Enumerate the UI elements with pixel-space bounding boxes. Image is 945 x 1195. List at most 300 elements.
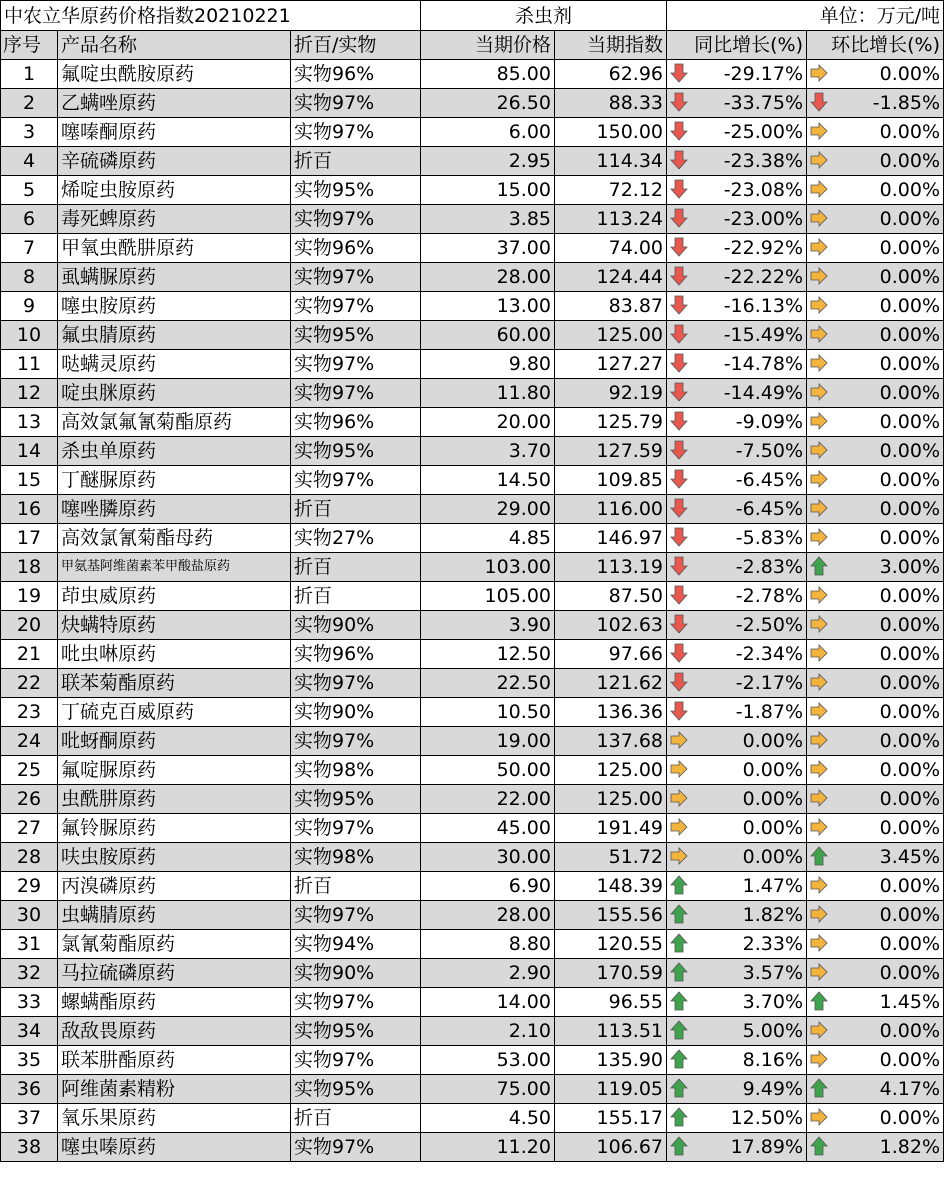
row-index: 36: [1, 1075, 58, 1104]
table-row: [1, 843, 944, 872]
arrow-down-icon: [670, 150, 690, 172]
product-spec: 实物90%: [291, 611, 421, 640]
yoy-change-value: -29.17%: [723, 63, 804, 85]
mom-change-cell: [807, 292, 944, 321]
yoy-change-value: -1.87%: [735, 701, 804, 723]
current-index: 150.00: [555, 118, 667, 147]
current-index: 125.00: [555, 756, 667, 785]
yoy-change-cell: [667, 582, 807, 611]
table-row: [1, 698, 944, 727]
current-price: 75.00: [421, 1075, 555, 1104]
arrow-right-icon: [810, 382, 830, 404]
product-name: 噻嗪酮原药: [58, 118, 291, 147]
yoy-change-cell: [667, 756, 807, 785]
mom-change-value: 0.00%: [879, 1020, 941, 1042]
product-name: 敌敌畏原药: [58, 1017, 291, 1046]
mom-change-cell: [807, 988, 944, 1017]
product-name: 马拉硫磷原药: [58, 959, 291, 988]
yoy-change-cell: [667, 611, 807, 640]
yoy-change-cell: [667, 872, 807, 901]
yoy-change-cell: [667, 379, 807, 408]
yoy-change-value: -33.75%: [723, 92, 804, 114]
row-index: 13: [1, 408, 58, 437]
current-index: 51.72: [555, 843, 667, 872]
arrow-down-icon: [670, 382, 690, 404]
yoy-change-value: 0.00%: [742, 730, 804, 752]
arrow-up-icon: [670, 1078, 690, 1100]
table-row: [1, 292, 944, 321]
current-price: 29.00: [421, 495, 555, 524]
table-row: [1, 669, 944, 698]
mom-change-cell: [807, 930, 944, 959]
current-index: 102.63: [555, 611, 667, 640]
current-index: 120.55: [555, 930, 667, 959]
yoy-change-cell: [667, 959, 807, 988]
mom-change-cell: [807, 234, 944, 263]
yoy-change-value: -2.17%: [735, 672, 804, 694]
table-row: [1, 988, 944, 1017]
arrow-up-icon: [810, 991, 830, 1013]
arrow-down-icon: [670, 353, 690, 375]
mom-change-value: 0.00%: [879, 817, 941, 839]
arrow-right-icon: [810, 150, 830, 172]
table-row: [1, 930, 944, 959]
yoy-change-value: -6.45%: [735, 498, 804, 520]
arrow-up-icon: [670, 991, 690, 1013]
row-index: 20: [1, 611, 58, 640]
yoy-change-value: 3.70%: [742, 991, 804, 1013]
product-name: 吡虫啉原药: [58, 640, 291, 669]
yoy-change-value: 3.57%: [742, 962, 804, 984]
product-name: 乙螨唑原药: [58, 89, 291, 118]
product-spec: 实物97%: [291, 727, 421, 756]
product-name: 氯氰菊酯原药: [58, 930, 291, 959]
row-index: 16: [1, 495, 58, 524]
arrow-right-icon: [810, 788, 830, 810]
row-index: 33: [1, 988, 58, 1017]
arrow-down-icon: [670, 179, 690, 201]
yoy-change-cell: [667, 785, 807, 814]
row-index: 3: [1, 118, 58, 147]
yoy-change-value: -9.09%: [735, 411, 804, 433]
yoy-change-cell: [667, 1104, 807, 1133]
product-name: 联苯菊酯原药: [58, 669, 291, 698]
product-name: 呋虫胺原药: [58, 843, 291, 872]
current-index: 136.36: [555, 698, 667, 727]
row-index: 10: [1, 321, 58, 350]
yoy-change-cell: [667, 669, 807, 698]
current-index: 74.00: [555, 234, 667, 263]
yoy-change-cell: [667, 350, 807, 379]
arrow-right-icon: [810, 63, 830, 85]
table-row: [1, 263, 944, 292]
arrow-down-icon: [670, 266, 690, 288]
yoy-change-cell: [667, 814, 807, 843]
mom-change-value: 0.00%: [879, 324, 941, 346]
mom-change-cell: [807, 263, 944, 292]
current-price: 11.80: [421, 379, 555, 408]
col-header-yoy: 同比增长(%): [667, 31, 807, 60]
row-index: 30: [1, 901, 58, 930]
current-price: 6.90: [421, 872, 555, 901]
mom-change-cell: [807, 1104, 944, 1133]
table-row: [1, 379, 944, 408]
row-index: 17: [1, 524, 58, 553]
product-name: 联苯肼酯原药: [58, 1046, 291, 1075]
arrow-down-icon: [670, 701, 690, 723]
mom-change-cell: [807, 901, 944, 930]
arrow-down-icon: [670, 469, 690, 491]
arrow-right-icon: [810, 411, 830, 433]
current-price: 15.00: [421, 176, 555, 205]
arrow-right-icon: [810, 1049, 830, 1071]
row-index: 15: [1, 466, 58, 495]
report-title: 中农立华原药价格指数20210221: [1, 1, 421, 31]
product-name: 杀虫单原药: [58, 437, 291, 466]
product-spec: 实物97%: [291, 901, 421, 930]
current-index: 88.33: [555, 89, 667, 118]
mom-change-cell: [807, 118, 944, 147]
yoy-change-cell: [667, 292, 807, 321]
product-name: 螺螨酯原药: [58, 988, 291, 1017]
yoy-change-cell: [667, 698, 807, 727]
table-row: [1, 147, 944, 176]
arrow-down-icon: [670, 527, 690, 549]
mom-change-value: -1.85%: [872, 92, 941, 114]
arrow-down-icon: [670, 498, 690, 520]
yoy-change-cell: [667, 147, 807, 176]
yoy-change-cell: [667, 89, 807, 118]
arrow-right-icon: [810, 614, 830, 636]
mom-change-value: 0.00%: [879, 469, 941, 491]
arrow-down-icon: [670, 672, 690, 694]
yoy-change-value: -15.49%: [723, 324, 804, 346]
product-spec: 实物95%: [291, 176, 421, 205]
arrow-up-icon: [670, 1136, 690, 1158]
yoy-change-value: 9.49%: [742, 1078, 804, 1100]
arrow-right-icon: [810, 962, 830, 984]
current-index: 155.56: [555, 901, 667, 930]
row-index: 29: [1, 872, 58, 901]
row-index: 14: [1, 437, 58, 466]
arrow-right-icon: [810, 672, 830, 694]
mom-change-cell: [807, 437, 944, 466]
mom-change-value: 0.00%: [879, 1049, 941, 1071]
product-spec: 实物96%: [291, 640, 421, 669]
product-name: 甲氨基阿维菌素苯甲酸盐原药: [58, 553, 291, 582]
mom-change-value: 0.00%: [879, 875, 941, 897]
table-row: [1, 176, 944, 205]
row-index: 5: [1, 176, 58, 205]
arrow-right-icon: [810, 933, 830, 955]
table-row: [1, 408, 944, 437]
mom-change-value: 0.00%: [879, 440, 941, 462]
yoy-change-value: -14.78%: [723, 353, 804, 375]
arrow-right-icon: [810, 295, 830, 317]
arrow-right-icon: [810, 121, 830, 143]
row-index: 18: [1, 553, 58, 582]
mom-change-cell: [807, 1017, 944, 1046]
yoy-change-value: -7.50%: [735, 440, 804, 462]
arrow-down-icon: [670, 411, 690, 433]
mom-change-cell: [807, 176, 944, 205]
product-name: 丁硫克百威原药: [58, 698, 291, 727]
arrow-up-icon: [810, 556, 830, 578]
current-price: 50.00: [421, 756, 555, 785]
product-spec: 实物97%: [291, 814, 421, 843]
mom-change-value: 0.00%: [879, 266, 941, 288]
arrow-up-icon: [670, 1107, 690, 1129]
current-index: 114.34: [555, 147, 667, 176]
current-index: 62.96: [555, 60, 667, 89]
table-row: [1, 640, 944, 669]
current-price: 28.00: [421, 263, 555, 292]
mom-change-cell: [807, 611, 944, 640]
yoy-change-cell: [667, 843, 807, 872]
mom-change-value: 0.00%: [879, 411, 941, 433]
arrow-right-icon: [670, 846, 690, 868]
table-row: [1, 1104, 944, 1133]
yoy-change-cell: [667, 901, 807, 930]
current-price: 30.00: [421, 843, 555, 872]
current-price: 105.00: [421, 582, 555, 611]
table-row: [1, 553, 944, 582]
row-index: 23: [1, 698, 58, 727]
yoy-change-cell: [667, 495, 807, 524]
col-header-name: 产品名称: [58, 31, 291, 60]
product-name: 丁醚脲原药: [58, 466, 291, 495]
table-row: [1, 524, 944, 553]
current-price: 28.00: [421, 901, 555, 930]
row-index: 28: [1, 843, 58, 872]
yoy-change-value: 0.00%: [742, 846, 804, 868]
table-row: [1, 89, 944, 118]
yoy-change-value: -2.78%: [735, 585, 804, 607]
mom-change-value: 0.00%: [879, 237, 941, 259]
arrow-up-icon: [810, 1136, 830, 1158]
row-index: 6: [1, 205, 58, 234]
row-index: 22: [1, 669, 58, 698]
product-spec: 实物95%: [291, 785, 421, 814]
yoy-change-value: -14.49%: [723, 382, 804, 404]
current-index: 96.55: [555, 988, 667, 1017]
mom-change-value: 0.00%: [879, 962, 941, 984]
table-row: [1, 959, 944, 988]
row-index: 2: [1, 89, 58, 118]
current-index: 109.85: [555, 466, 667, 495]
product-spec: 实物97%: [291, 89, 421, 118]
product-spec: 折百: [291, 872, 421, 901]
arrow-right-icon: [810, 324, 830, 346]
mom-change-cell: [807, 524, 944, 553]
arrow-up-icon: [670, 962, 690, 984]
mom-change-cell: [807, 698, 944, 727]
mom-change-cell: [807, 147, 944, 176]
table-row: [1, 321, 944, 350]
mom-change-cell: [807, 60, 944, 89]
mom-change-value: 0.00%: [879, 643, 941, 665]
col-header-price: 当期价格: [421, 31, 555, 60]
current-index: 119.05: [555, 1075, 667, 1104]
product-name: 氟啶虫酰胺原药: [58, 60, 291, 89]
product-name: 噻虫嗪原药: [58, 1133, 291, 1162]
arrow-up-icon: [810, 846, 830, 868]
row-index: 27: [1, 814, 58, 843]
table-row: [1, 350, 944, 379]
table-row: [1, 756, 944, 785]
current-price: 45.00: [421, 814, 555, 843]
table-row: [1, 118, 944, 147]
row-index: 25: [1, 756, 58, 785]
yoy-change-value: -22.92%: [723, 237, 804, 259]
product-spec: 实物94%: [291, 930, 421, 959]
col-header-mom: 环比增长(%): [807, 31, 944, 60]
product-spec: 实物97%: [291, 292, 421, 321]
arrow-right-icon: [810, 701, 830, 723]
arrow-right-icon: [810, 730, 830, 752]
yoy-change-cell: [667, 263, 807, 292]
arrow-right-icon: [810, 759, 830, 781]
current-index: 127.27: [555, 350, 667, 379]
arrow-right-icon: [810, 266, 830, 288]
arrow-down-icon: [670, 295, 690, 317]
yoy-change-cell: [667, 1046, 807, 1075]
current-price: 10.50: [421, 698, 555, 727]
product-spec: 折百: [291, 1104, 421, 1133]
product-name: 虫酰肼原药: [58, 785, 291, 814]
current-price: 2.90: [421, 959, 555, 988]
mom-change-value: 0.00%: [879, 498, 941, 520]
current-index: 92.19: [555, 379, 667, 408]
arrow-right-icon: [810, 353, 830, 375]
table-row: [1, 234, 944, 263]
product-name: 虫螨腈原药: [58, 901, 291, 930]
product-spec: 折百: [291, 495, 421, 524]
category-label: 杀虫剂: [421, 1, 667, 31]
row-index: 12: [1, 379, 58, 408]
mom-change-cell: [807, 89, 944, 118]
product-spec: 实物27%: [291, 524, 421, 553]
current-index: 97.66: [555, 640, 667, 669]
row-index: 11: [1, 350, 58, 379]
mom-change-cell: [807, 408, 944, 437]
yoy-change-value: -2.34%: [735, 643, 804, 665]
product-name: 噻虫胺原药: [58, 292, 291, 321]
arrow-right-icon: [810, 237, 830, 259]
row-index: 35: [1, 1046, 58, 1075]
current-index: 125.00: [555, 321, 667, 350]
table-row: [1, 1046, 944, 1075]
current-price: 14.00: [421, 988, 555, 1017]
arrow-down-icon: [670, 585, 690, 607]
mom-change-cell: [807, 785, 944, 814]
product-name: 辛硫磷原药: [58, 147, 291, 176]
row-index: 38: [1, 1133, 58, 1162]
product-name: 阿维菌素精粉: [58, 1075, 291, 1104]
col-header-index: 当期指数: [555, 31, 667, 60]
arrow-right-icon: [810, 179, 830, 201]
mom-change-value: 1.45%: [879, 991, 941, 1013]
product-spec: 实物97%: [291, 466, 421, 495]
yoy-change-value: -23.08%: [723, 179, 804, 201]
product-spec: 实物97%: [291, 669, 421, 698]
yoy-change-value: 0.00%: [742, 817, 804, 839]
current-index: 191.49: [555, 814, 667, 843]
yoy-change-cell: [667, 437, 807, 466]
mom-change-value: 0.00%: [879, 759, 941, 781]
product-name: 毒死蜱原药: [58, 205, 291, 234]
product-spec: 实物98%: [291, 756, 421, 785]
yoy-change-cell: [667, 524, 807, 553]
mom-change-cell: [807, 640, 944, 669]
arrow-right-icon: [810, 1020, 830, 1042]
product-name: 吡蚜酮原药: [58, 727, 291, 756]
yoy-change-value: 1.82%: [742, 904, 804, 926]
product-spec: 实物98%: [291, 843, 421, 872]
yoy-change-value: -22.22%: [723, 266, 804, 288]
title-row: [1, 1, 944, 31]
product-spec: 实物95%: [291, 321, 421, 350]
yoy-change-value: 17.89%: [730, 1136, 804, 1158]
col-header-idx: 序号: [1, 31, 58, 60]
product-spec: 实物95%: [291, 437, 421, 466]
current-price: 9.80: [421, 350, 555, 379]
mom-change-cell: [807, 350, 944, 379]
yoy-change-cell: [667, 408, 807, 437]
yoy-change-cell: [667, 988, 807, 1017]
row-index: 1: [1, 60, 58, 89]
mom-change-value: 0.00%: [879, 179, 941, 201]
mom-change-value: 0.00%: [879, 208, 941, 230]
current-price: 4.50: [421, 1104, 555, 1133]
product-name: 氧乐果原药: [58, 1104, 291, 1133]
arrow-up-icon: [670, 875, 690, 897]
arrow-down-icon: [670, 63, 690, 85]
current-price: 22.00: [421, 785, 555, 814]
product-spec: 实物97%: [291, 205, 421, 234]
table-row: [1, 814, 944, 843]
current-price: 6.00: [421, 118, 555, 147]
arrow-down-icon: [670, 643, 690, 665]
mom-change-value: 3.00%: [879, 556, 941, 578]
current-index: 125.79: [555, 408, 667, 437]
arrow-down-icon: [670, 92, 690, 114]
table-row: [1, 582, 944, 611]
table-row: [1, 727, 944, 756]
mom-change-value: 0.00%: [879, 295, 941, 317]
table-row: [1, 1017, 944, 1046]
current-price: 11.20: [421, 1133, 555, 1162]
current-price: 53.00: [421, 1046, 555, 1075]
arrow-up-icon: [670, 933, 690, 955]
current-price: 8.80: [421, 930, 555, 959]
mom-change-cell: [807, 727, 944, 756]
mom-change-value: 0.00%: [879, 730, 941, 752]
table-row: [1, 495, 944, 524]
product-spec: 实物95%: [291, 1017, 421, 1046]
mom-change-cell: [807, 1075, 944, 1104]
product-name: 茚虫威原药: [58, 582, 291, 611]
yoy-change-cell: [667, 640, 807, 669]
mom-change-value: 4.17%: [879, 1078, 941, 1100]
current-index: 83.87: [555, 292, 667, 321]
yoy-change-value: 0.00%: [742, 788, 804, 810]
current-price: 19.00: [421, 727, 555, 756]
row-index: 37: [1, 1104, 58, 1133]
mom-change-cell: [807, 959, 944, 988]
current-index: 113.19: [555, 553, 667, 582]
mom-change-value: 0.00%: [879, 672, 941, 694]
